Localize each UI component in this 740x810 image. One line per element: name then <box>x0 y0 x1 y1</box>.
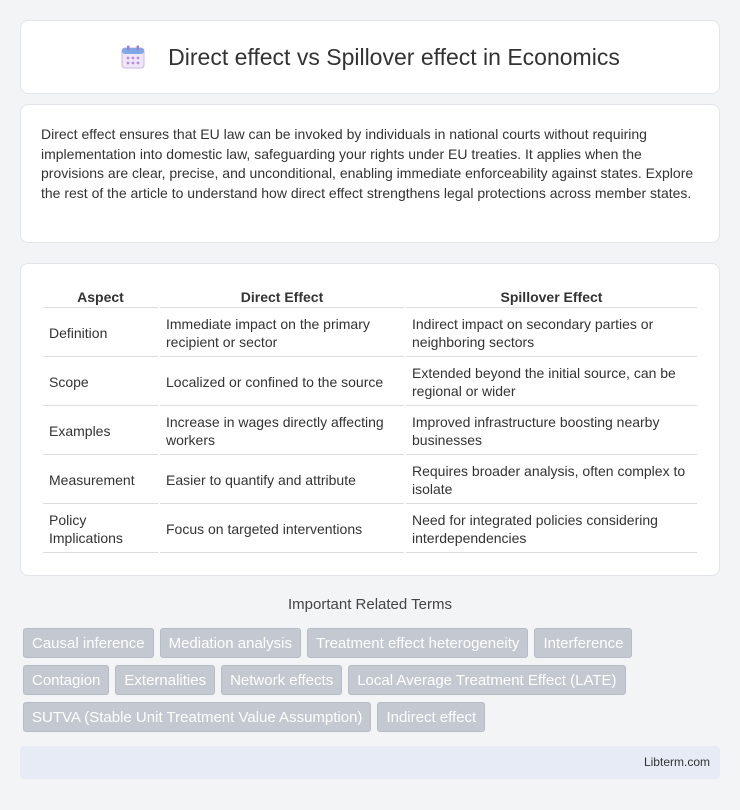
cell-spillover: Improved infrastructure boosting nearby businesses <box>406 408 697 455</box>
footer <box>20 746 720 779</box>
cell-spillover: Requires broader analysis, often complex to isolate <box>406 457 697 504</box>
calendar-icon <box>120 44 146 70</box>
cell-direct: Easier to quantify and attribute <box>160 457 404 504</box>
intro-paragraph: Direct effect ensures that EU law can be invoked by individuals in national courts without requiring implementation into domestic law, safeguarding your rights under EU treaties. It applies when the provisions are clear, precise, and unconditional, enabling immediate enforceability against states. Explore the rest of the article to understand how direct effect strengthens legal protections across member states. <box>41 126 694 201</box>
title-card <box>20 20 720 94</box>
related-terms-title: Important Related Terms <box>288 596 452 613</box>
table-header-row <box>43 286 697 308</box>
comparison-card <box>20 263 720 576</box>
header-direct-effect: Direct Effect <box>160 286 404 308</box>
related-term-tag[interactable]: Mediation analysis <box>160 628 301 658</box>
cell-direct: Focus on targeted interventions <box>160 506 404 553</box>
related-term-tag[interactable]: Treatment effect heterogeneity <box>307 628 528 658</box>
footer-site-link[interactable]: Libterm.com <box>643 755 710 769</box>
related-term-tag[interactable]: Indirect effect <box>377 702 485 732</box>
cell-aspect: Definition <box>43 310 158 357</box>
cell-spillover: Indirect impact on secondary parties or neighboring sectors <box>406 310 697 357</box>
related-term-tag[interactable]: Local Average Treatment Effect (LATE) <box>348 665 625 695</box>
cell-aspect: Measurement <box>43 457 158 504</box>
related-term-tag[interactable]: Externalities <box>115 665 215 695</box>
cell-spillover: Extended beyond the initial source, can be regional or wider <box>406 359 697 406</box>
header-aspect: Aspect <box>43 286 158 308</box>
cell-spillover: Need for integrated policies considering interdependencies <box>406 506 697 553</box>
table-row <box>43 457 697 504</box>
cell-direct: Immediate impact on the primary recipient or sector <box>160 310 404 357</box>
table-row <box>43 310 697 357</box>
cell-aspect: Policy Implications <box>43 506 158 553</box>
related-term-tag[interactable]: Network effects <box>221 665 342 695</box>
related-terms-list <box>23 628 723 732</box>
page-title: Direct effect vs Spillover effect in Economics <box>168 43 620 70</box>
cell-direct: Increase in wages directly affecting workers <box>160 408 404 455</box>
table-row <box>43 408 697 455</box>
cell-aspect: Scope <box>43 359 158 406</box>
related-term-tag[interactable]: Causal inference <box>23 628 154 658</box>
table-row <box>43 506 697 553</box>
cell-aspect: Examples <box>43 408 158 455</box>
header-spillover-effect: Spillover Effect <box>406 286 697 308</box>
related-term-tag[interactable]: Interference <box>534 628 632 658</box>
related-term-tag[interactable]: Contagion <box>23 665 109 695</box>
related-term-tag[interactable]: SUTVA (Stable Unit Treatment Value Assumption) <box>23 702 371 732</box>
comparison-table <box>41 284 699 555</box>
intro-card <box>20 104 720 243</box>
cell-direct: Localized or confined to the source <box>160 359 404 406</box>
table-row <box>43 359 697 406</box>
